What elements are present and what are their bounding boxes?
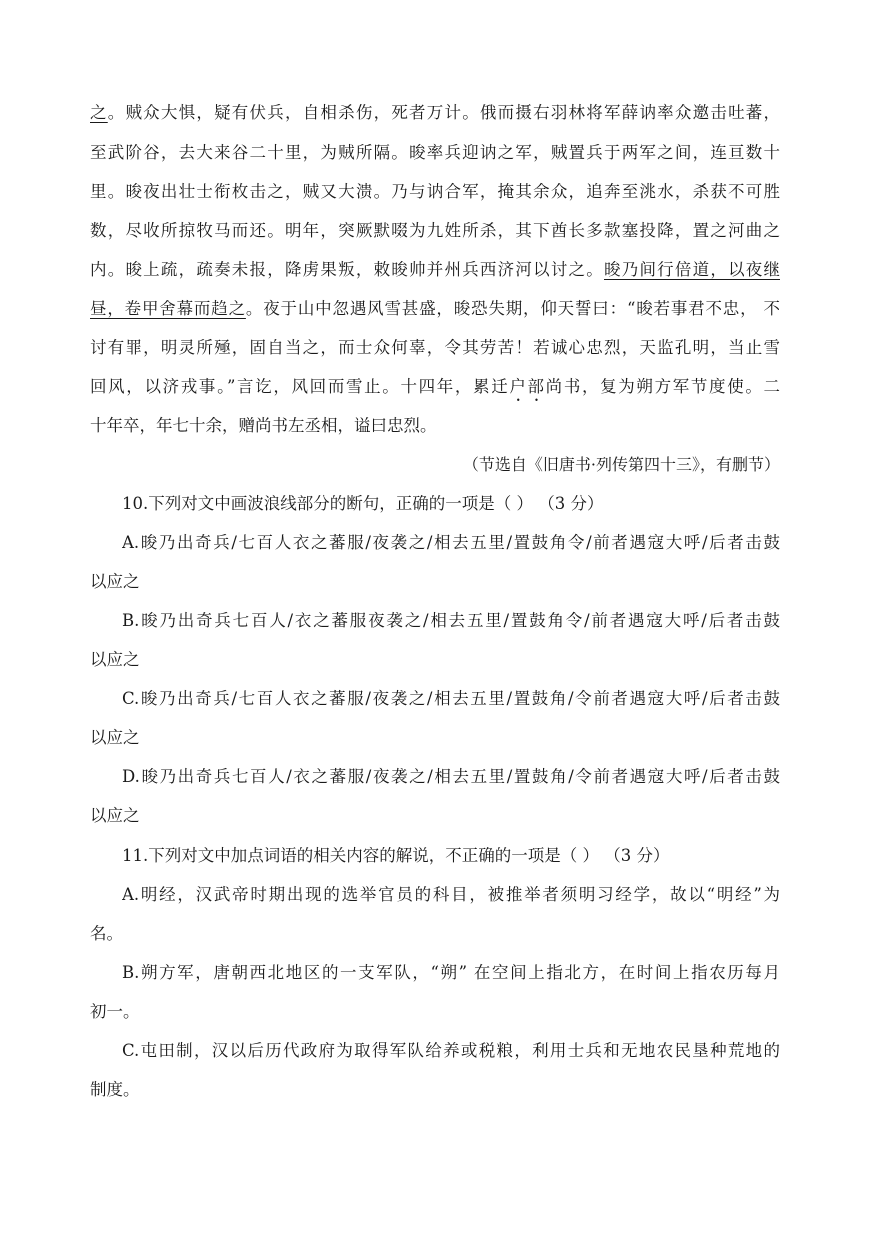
q10-option-d: D.晙乃出奇兵七百人/衣之蕃服/夜袭之/相去五里/置鼓角/令前者遇寇大呼/后者击鼓: [122, 767, 780, 786]
q11-stem: 11.下列对文中加点词语的相关内容的解说，不正确的一项是（ ） （3 分）: [122, 846, 670, 865]
q11-option-c-cont: 制度。: [90, 1080, 140, 1099]
passage-line-6: 昼，卷甲舍幕而趋之。夜于山中忽遇风雪甚盛，晙恐失期，仰天誓曰：“晙若事君不忠， 不: [90, 299, 780, 318]
underlined-text: 晙乃间行倍道，以夜继: [604, 260, 780, 279]
q10-option-c: C.晙乃出奇兵/七百人衣之蕃服/夜袭之/相去五里/置鼓角/令前者遇寇大呼/后者击鼓: [122, 689, 780, 708]
passage-line-4: 数，尽收所掠牧马而还。明年，突厥默啜为九姓所杀，其下酋长多款塞投降，置之河曲之: [90, 221, 780, 240]
passage-line-3: 里。晙夜出壮士衔枚击之，贼又大溃。乃与讷合军，掩其余众，追奔至洮水，杀获不可胜: [90, 182, 780, 201]
q10-option-a: A.晙乃出奇兵/七百人衣之蕃服/夜袭之/相去五里/置鼓角令/前者遇寇大呼/后者击鼓: [122, 533, 780, 552]
q11-option-a: A.明经，汉武帝时期出现的选举官员的科目，被推举者须明习经学，故以“明经”为: [122, 885, 780, 904]
q11-option-a-cont: 名。: [90, 924, 123, 943]
q10-stem: 10.下列对文中画波浪线部分的断句，正确的一项是（ ） （3 分）: [122, 494, 604, 513]
passage-line-7: 讨有罪，明灵所殛，固自当之，而士众何辜，令其劳苦！若诚心忠烈，天监孔明，当止雪: [90, 338, 780, 357]
passage-line-2: 至武阶谷，去大来谷二十里，为贼所隔。晙率兵迎讷之军，贼置兵于两军之间，连亘数十: [90, 143, 780, 162]
q11-option-c: C.屯田制，汉以后历代政府为取得军队给养或税粮，利用士兵和无地农民垦种荒地的: [122, 1041, 780, 1060]
q10-option-b: B.晙乃出奇兵七百人/衣之蕃服夜袭之/相去五里/置鼓角令/前者遇寇大呼/后者击鼓: [122, 611, 780, 630]
q10-option-d-cont: 以应之: [90, 806, 140, 825]
passage-line-5: 内。晙上疏，疏奏未报，降虏果叛，敕晙帅并州兵西济河以讨之。晙乃间行倍道，以夜继: [90, 260, 780, 279]
q10-option-a-cont: 以应之: [90, 572, 140, 591]
underlined-text: 昼，卷甲舍幕而趋之: [90, 299, 246, 318]
q11-option-b: B.朔方军，唐朝西北地区的一支军队，“朔” 在空间上指北方，在时间上指农历每月: [122, 963, 780, 982]
underlined-text: 之: [90, 103, 108, 122]
passage-line-9: 十年卒，年七十余，赠尚书左丞相，谥曰忠烈。: [90, 416, 437, 435]
source-citation: （节选自《旧唐书·列传第四十三》，有删节）: [462, 455, 780, 474]
q11-option-b-cont: 初一。: [90, 1002, 140, 1021]
dotted-term: 户部: [509, 377, 546, 396]
passage-line-1: 之。贼众大惧，疑有伏兵，自相杀伤，死者万计。俄而摄右羽林将军薛讷率众邀击吐蕃，: [90, 103, 780, 122]
q10-option-b-cont: 以应之: [90, 650, 140, 669]
passage-line-8: 回风，以济戎事。”言讫，风回而雪止。十四年，累迁户部尚书，复为朔方军节度使。二: [90, 377, 780, 396]
q10-option-c-cont: 以应之: [90, 728, 140, 747]
